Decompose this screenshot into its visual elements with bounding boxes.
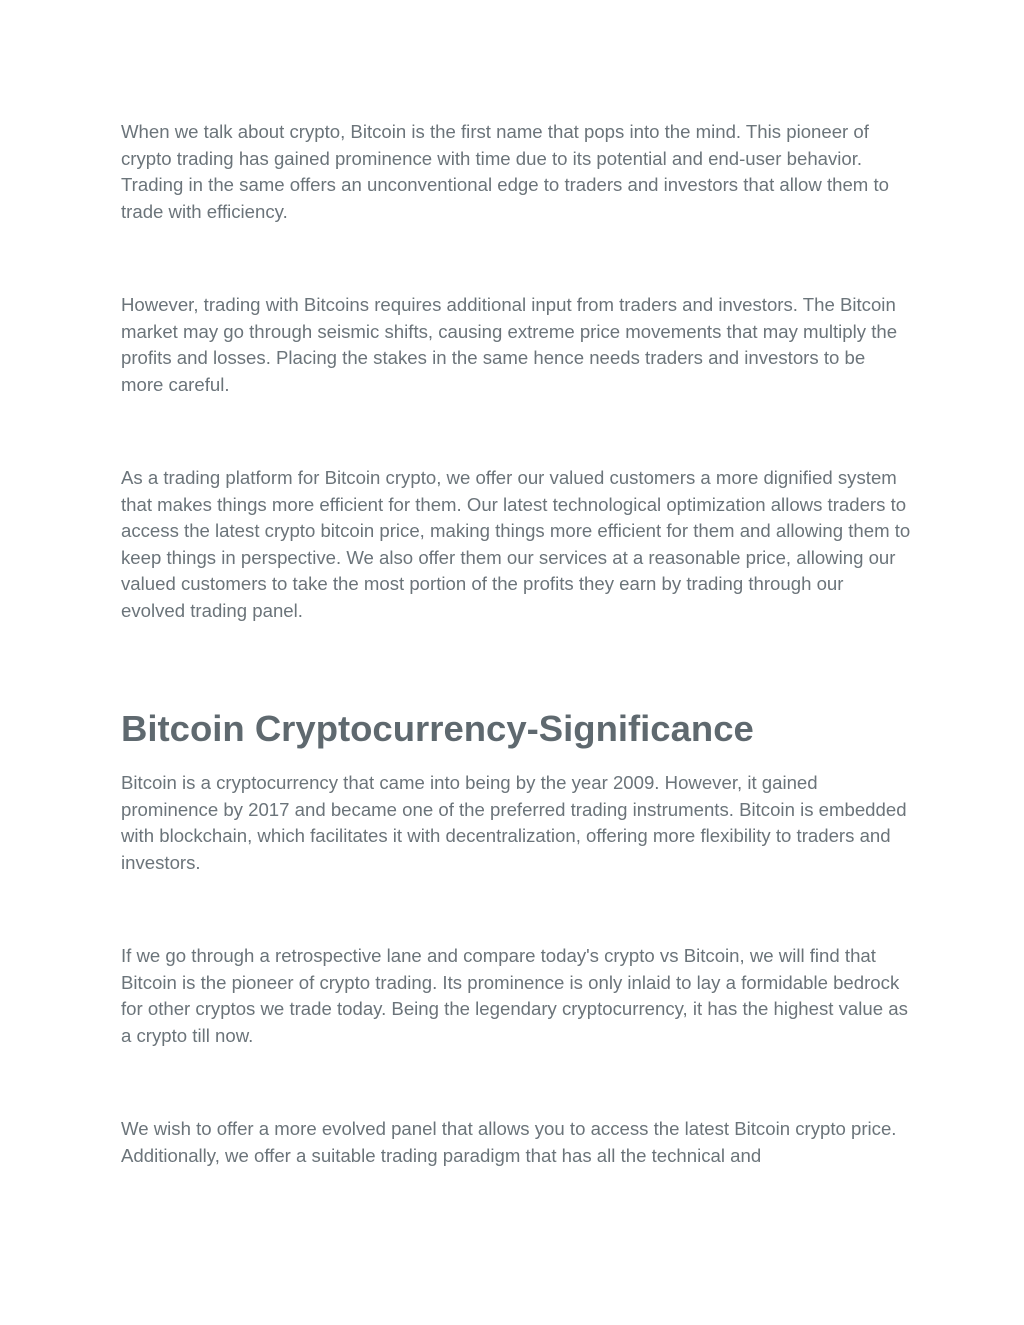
section-paragraph-3: We wish to offer a more evolved panel that allows you to access the latest Bitcoin crypto price. Additionally, we offer a suitable trading paradigm that has all the technical and (121, 1118, 897, 1166)
intro-paragraph-2: However, trading with Bitcoins requires additional input from traders and investors. The Bitcoin market may go through seismic shifts, causing extreme price movements that may multiply the profits and losses. Placing the stakes in the same hence needs traders and investors to be more careful. (121, 294, 898, 395)
document-page (121, 119, 911, 1169)
intro-paragraph-1: When we talk about crypto, Bitcoin is the first name that pops into the mind. This pioneer of crypto trading has gained prominence with time due to its potential and end-user behavior. Trading in the same offers an unconventional edge to traders and investors that allow them to trade with efficiency. (121, 121, 889, 222)
intro-paragraph-3: As a trading platform for Bitcoin crypto, we offer our valued customers a more dignified system that makes things more efficient for them. Our latest technological optimization allows traders to access the latest crypto bitcoin price, making things more efficient for them and allowing them to keep things in perspective. We also offer them our services at a reasonable price, allowing our valued customers to take the most portion of the profits they earn by trading through our evolved trading panel. (121, 467, 911, 621)
section-paragraph-2: If we go through a retrospective lane and compare today's crypto vs Bitcoin, we will find that Bitcoin is the pioneer of crypto trading. Its prominence is only inlaid to lay a formidable bedrock for other cryptos we trade today. Being the legendary cryptocurrency, it has the highest value as a crypto till now. (121, 945, 908, 1046)
section-paragraph-1: Bitcoin is a cryptocurrency that came into being by the year 2009. However, it gained prominence by 2017 and became one of the preferred trading instruments. Bitcoin is embedded with blockchain, which facilitates it with decentralization, offering more flexibility to traders and investors. (121, 772, 907, 873)
section-heading: Bitcoin Cryptocurrency-Significance (121, 708, 754, 749)
